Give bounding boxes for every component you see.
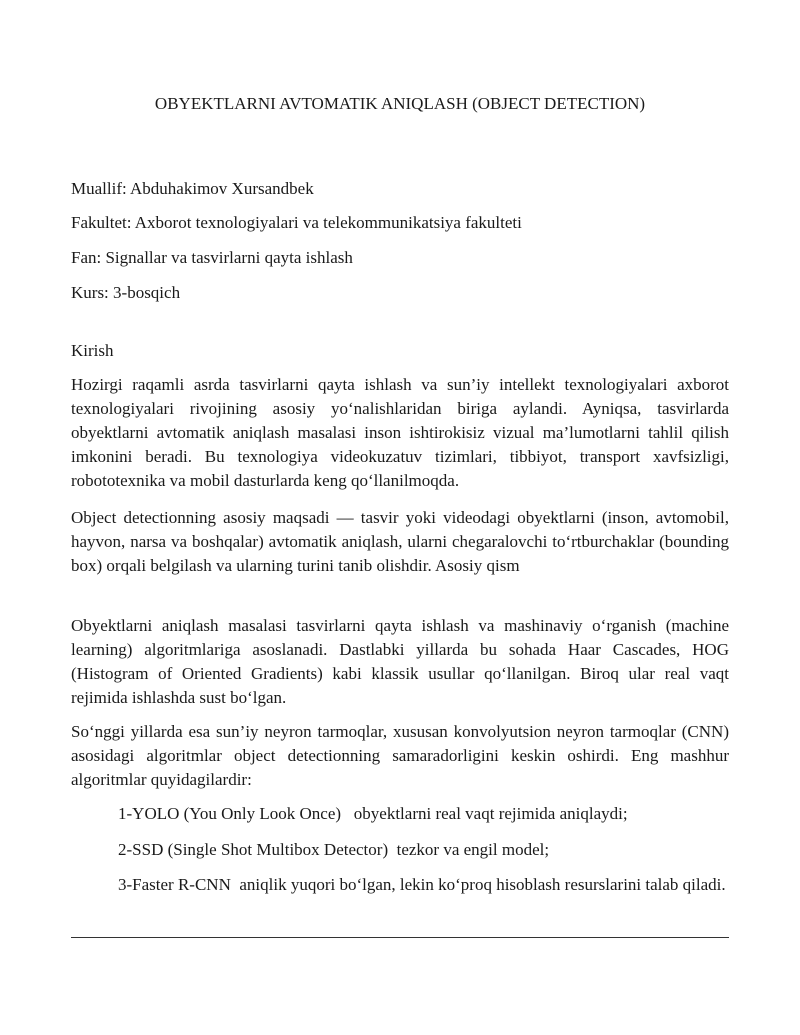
intro-heading: Kirish <box>71 341 114 360</box>
subject-line: Fan: Signallar va tasvirlarni qayta ishlash <box>71 248 353 267</box>
author-line: Muallif: Abduhakimov Xursandbek <box>71 179 314 198</box>
list-item-yolo: 1-YOLO (You Only Look Once) obyektlarni real vaqt rejimida aniqlaydi; <box>118 804 628 823</box>
list-item-faster-rcnn: 3-Faster R-CNN aniqlik yuqori bo‘lgan, lekin ko‘proq hisoblash resurslarini talab qiladi. <box>118 875 726 894</box>
paragraph-cnn: So‘nggi yillarda esa sun’iy neyron tarmoqlar, xususan konvolyutsion neyron tarmoqlar (CNN) asosidagi algoritmlar object detectionning samaradorligini keskin oshirdi. Eng mashhur algoritmlar quyidagilardir: <box>71 722 729 789</box>
paragraph-purpose: Object detectionning asosiy maqsadi — tasvir yoki videodagi obyektlarni (inson, avtomobil, hayvon, narsa va boshqalar) avtomatik aniqlash, ularni chegaralovchi to‘rtburchaklar (bounding box) orqali belgilash va ularning turini tanib olishdir. Asosiy qism <box>71 508 729 575</box>
list-item-ssd: 2-SSD (Single Shot Multibox Detector) tezkor va engil model; <box>118 840 550 859</box>
footnote-divider <box>71 937 729 938</box>
faculty-line: Fakultet: Axborot texnologiyalari va telekommunikatsiya fakulteti <box>71 213 522 232</box>
paragraph-intro: Hozirgi raqamli asrda tasvirlarni qayta ishlash va sun’iy intellekt texnologiyalari axborot texnologiyalari rivojining asosiy yo‘nalishlaridan biriga aylandi. Ayniqsa, tasvirlarda obyektlarni avtomatik aniqlash masalasi inson ishtirokisiz vizual ma’lumotlarni tahlil qilish imkonini beradi. Bu texnologiya videokuzatuv tizimlari, tibbiyot, transport xavfsizligi, robototexnika va mobil dasturlarda keng qo‘llanilmoqda. <box>71 375 729 490</box>
course-line: Kurs: 3-bosqich <box>71 283 181 302</box>
paragraph-classic-methods: Obyektlarni aniqlash masalasi tasvirlarni qayta ishlash va mashinaviy o‘rganish (machine learning) algoritmlariga asoslanadi. Dastlabki yillarda bu sohada Haar Cascades, HOG (Histogram of Oriented Gradients) kabi klassik usullar qo‘llanilgan. Biroq ular real vaqt rejimida ishlashda sust bo‘lgan. <box>71 616 729 707</box>
document-title: OBYEKTLARNI AVTOMATIK ANIQLASH (OBJECT DETECTION) <box>154 94 646 113</box>
